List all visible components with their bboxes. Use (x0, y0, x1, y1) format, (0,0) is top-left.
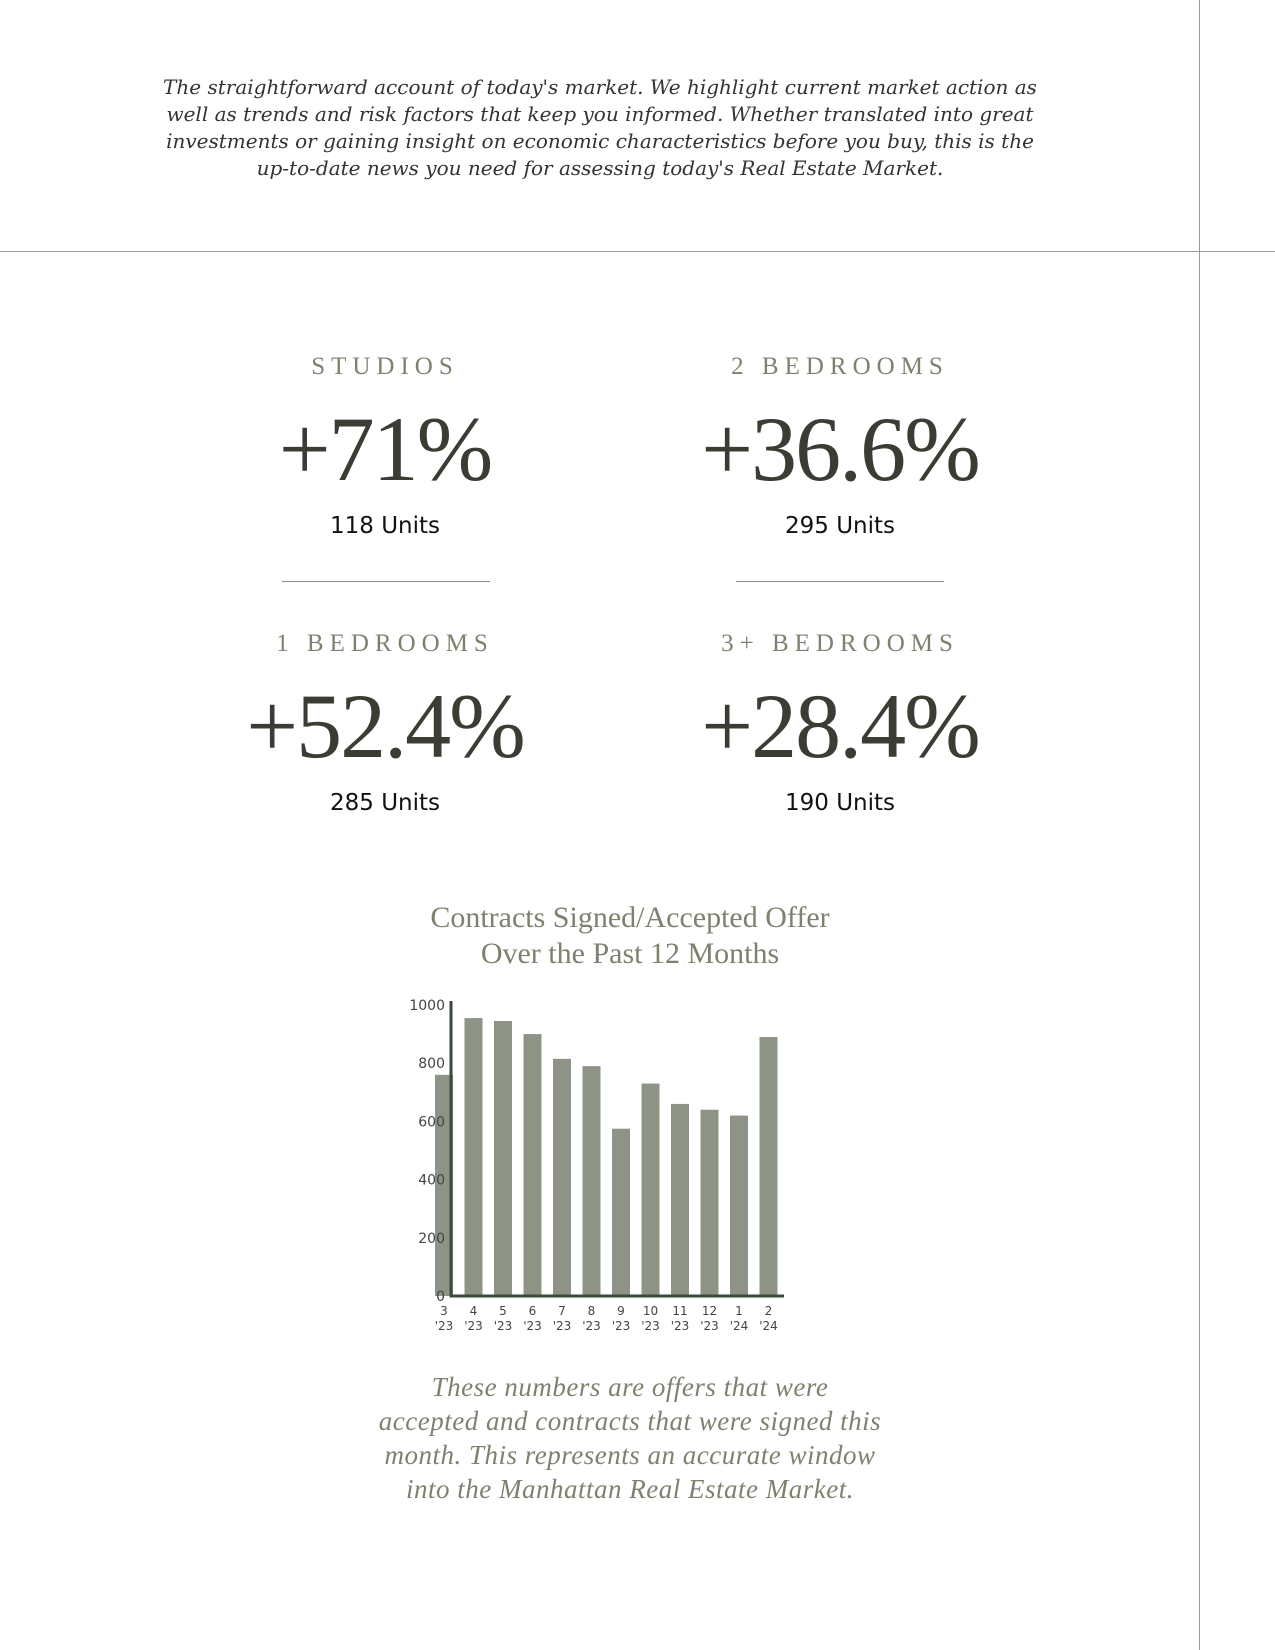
stat-1-bedrooms (175, 624, 595, 818)
stat-label: STUDIOS (311, 353, 459, 380)
chart-x-tick-month: 11 (672, 1304, 688, 1318)
chart-x-tick-year: '24 (729, 1319, 749, 1333)
chart-x-tick-month: 4 (469, 1304, 478, 1318)
chart-bar (494, 1021, 512, 1296)
chart-x-tick-month: 5 (499, 1304, 507, 1318)
chart-title-line-1: Contracts Signed/Accepted Offer (430, 901, 830, 934)
chart-x-tick-year: '23 (611, 1319, 631, 1333)
chart-y-tick-label: 200 (418, 1230, 445, 1247)
chart-x-tick-year: '23 (552, 1319, 572, 1333)
chart-x-tick-month: 2 (764, 1304, 773, 1318)
caption-line-3: month. This represents an accurate window (384, 1440, 876, 1470)
stat-value: +71% (278, 398, 492, 500)
chart-x-tick-year: '23 (670, 1319, 690, 1333)
chart-x-tick-month: 8 (587, 1304, 596, 1318)
chart-x-tick-month: 1 (735, 1304, 743, 1318)
stat-divider-left (282, 581, 490, 582)
chart-y-tick-label: 800 (418, 1056, 445, 1073)
stat-value: +36.6% (701, 398, 979, 500)
chart-x-tick-year: '24 (759, 1319, 778, 1333)
stat-units: 190 Units (784, 790, 895, 816)
chart-bar (671, 1104, 689, 1296)
chart-x-tick-month: 3 (440, 1304, 448, 1318)
stat-3-plus-bedrooms (630, 624, 1050, 818)
caption-line-4: into the Manhattan Real Estate Market. (406, 1474, 854, 1504)
intro-paragraph: The straightforward account of today's market. We highlight current market action as well as trends and risk factors that keep you informed. Whether translated into great investments or gaining insight on economic characteristics before you buy, this is the up-to-date news you need for assessing today's Real Estate Market. (163, 75, 1037, 180)
chart-bar (760, 1037, 778, 1296)
chart-title-line-2: Over the Past 12 Months (480, 937, 780, 970)
stat-units: 285 Units (329, 790, 440, 816)
chart-bar (553, 1059, 571, 1296)
stat-units: 295 Units (784, 513, 895, 539)
chart-x-tick-month: 7 (558, 1304, 566, 1318)
chart-bar (701, 1110, 719, 1296)
chart-bar (583, 1066, 601, 1296)
chart-y-tick-label: 0 (436, 1289, 445, 1305)
stat-value: +28.4% (701, 675, 979, 777)
chart-x-tick-year: '23 (434, 1319, 454, 1333)
chart-y-tick-label: 600 (418, 1114, 445, 1131)
chart-x-tick-month: 10 (642, 1304, 659, 1318)
chart-bar (524, 1034, 542, 1296)
chart-bar (465, 1018, 483, 1296)
chart-title (330, 900, 930, 972)
chart-x-tick-month: 6 (528, 1304, 537, 1318)
stat-studios (175, 347, 595, 541)
chart-y-tick-label: 400 (418, 1172, 445, 1189)
chart-caption (330, 1370, 930, 1506)
page-horizontal-rule (0, 251, 1275, 252)
chart-x-tick-year: '23 (641, 1319, 660, 1333)
stat-label: 3+ BEDROOMS (721, 630, 959, 657)
chart-y-tick-label: 1000 (409, 998, 445, 1014)
chart-bar (730, 1116, 748, 1296)
chart-x-tick-year: '23 (582, 1319, 601, 1333)
stat-2-bedrooms (630, 347, 1050, 541)
stat-label: 2 BEDROOMS (731, 353, 949, 380)
chart-x-tick-year: '23 (523, 1319, 542, 1333)
chart-bar (612, 1129, 630, 1296)
chart-bar (642, 1084, 660, 1296)
caption-line-2: accepted and contracts that were signed this (378, 1406, 882, 1436)
chart-x-tick-year: '23 (493, 1319, 513, 1333)
page-vertical-rule (1199, 0, 1200, 1650)
stat-value: +52.4% (246, 675, 524, 777)
stat-label: 1 BEDROOMS (276, 630, 494, 657)
chart-x-tick-year: '23 (700, 1319, 719, 1333)
chart-x-tick-year: '23 (464, 1319, 483, 1333)
contracts-bar-chart (380, 990, 840, 1340)
stat-units: 118 Units (329, 513, 440, 539)
chart-x-tick-month: 12 (701, 1304, 718, 1318)
stat-divider-right (736, 581, 944, 582)
caption-line-1: These numbers are offers that were (431, 1372, 829, 1402)
chart-x-tick-month: 9 (617, 1304, 625, 1318)
